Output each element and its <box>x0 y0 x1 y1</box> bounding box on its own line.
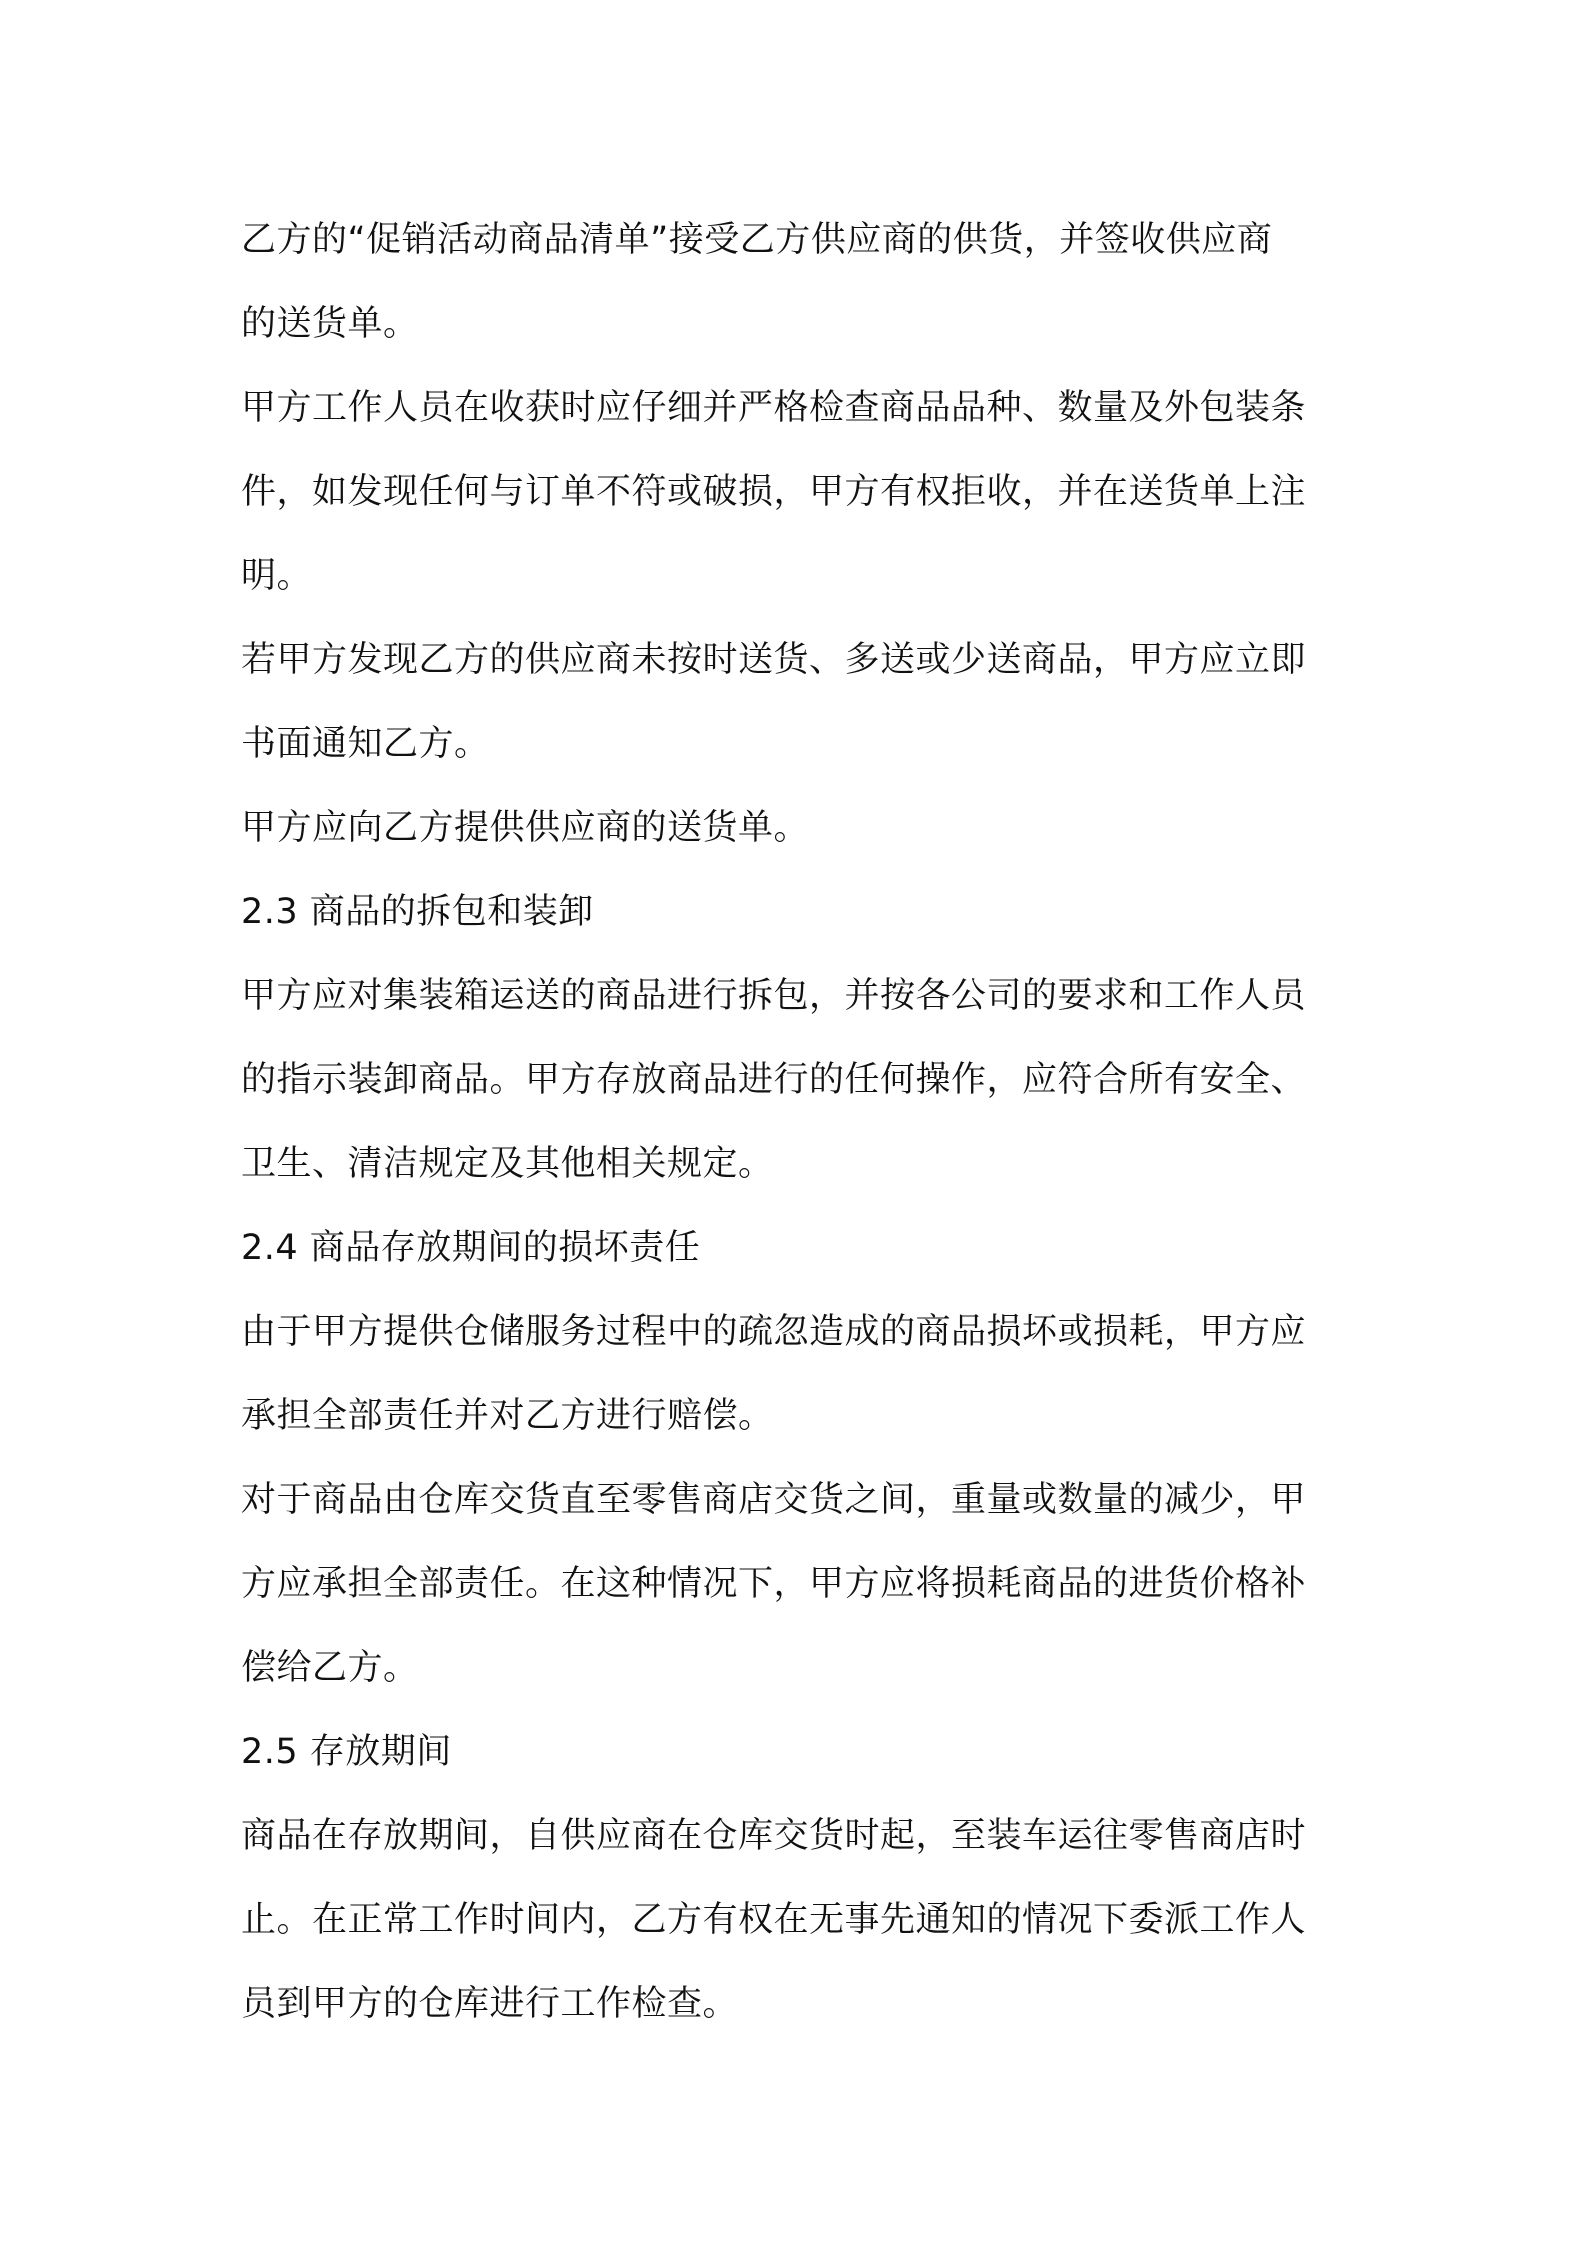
paragraph-line: 的送货单。 <box>241 304 419 344</box>
paragraph-line: 甲方应向乙方提供供应商的送货单。 <box>241 808 810 848</box>
heading-line: 2.5 存放期间 <box>241 1732 452 1772</box>
paragraph-line: 的指示装卸商品。甲方存放商品进行的任何操作，应符合所有安全、 <box>241 1060 1307 1100</box>
paragraph-line: 方应承担全部责任。在这种情况下，甲方应将损耗商品的进货价格补 <box>241 1564 1307 1604</box>
paragraph-line: 卫生、清洁规定及其他相关规定。 <box>241 1144 774 1184</box>
paragraph-quantity-loss <box>241 1458 1386 1710</box>
section-heading-2-4 <box>241 1206 1386 1290</box>
paragraph-late-delivery-notice <box>241 618 1386 786</box>
section-heading-2-3 <box>241 870 1386 954</box>
paragraph-line: 对于商品由仓库交货直至零售商店交货之间，重量或数量的减少，甲 <box>241 1480 1307 1520</box>
paragraph-goods-receipt <box>241 198 1386 366</box>
paragraph-line: 件，如发现任何与订单不符或破损，甲方有权拒收，并在送货单上注 <box>241 472 1307 512</box>
heading-line: 2.4 商品存放期间的损坏责任 <box>241 1228 701 1268</box>
paragraph-line: 书面通知乙方。 <box>241 724 490 764</box>
paragraph-line: 甲方工作人员在收获时应仔细并严格检查商品品种、数量及外包装条 <box>241 388 1307 428</box>
paragraph-line: 明。 <box>241 556 313 596</box>
paragraph-line: 偿给乙方。 <box>241 1648 419 1688</box>
paragraph-inspection <box>241 366 1386 618</box>
heading-line: 2.3 商品的拆包和装卸 <box>241 892 594 932</box>
paragraph-delivery-note <box>241 786 1386 870</box>
paragraph-line: 承担全部责任并对乙方进行赔偿。 <box>241 1396 774 1436</box>
paragraph-unpacking <box>241 954 1386 1206</box>
section-heading-2-5 <box>241 1710 1386 1794</box>
paragraph-storage-period <box>241 1794 1386 2046</box>
paragraph-line: 乙方的“促销活动商品清单”接受乙方供应商的供货，并签收供应商 <box>241 220 1273 260</box>
paragraph-line: 止。在正常工作时间内，乙方有权在无事先通知的情况下委派工作人 <box>241 1900 1307 1940</box>
paragraph-line: 甲方应对集装箱运送的商品进行拆包，并按各公司的要求和工作人员 <box>241 976 1307 1016</box>
document-body <box>241 198 1386 2046</box>
paragraph-negligence-liability <box>241 1290 1386 1458</box>
paragraph-line: 由于甲方提供仓储服务过程中的疏忽造成的商品损坏或损耗，甲方应 <box>241 1312 1307 1352</box>
paragraph-line: 若甲方发现乙方的供应商未按时送货、多送或少送商品，甲方应立即 <box>241 640 1307 680</box>
paragraph-line: 商品在存放期间，自供应商在仓库交货时起，至装车运往零售商店时 <box>241 1816 1307 1856</box>
paragraph-line: 员到甲方的仓库进行工作检查。 <box>241 1984 739 2024</box>
